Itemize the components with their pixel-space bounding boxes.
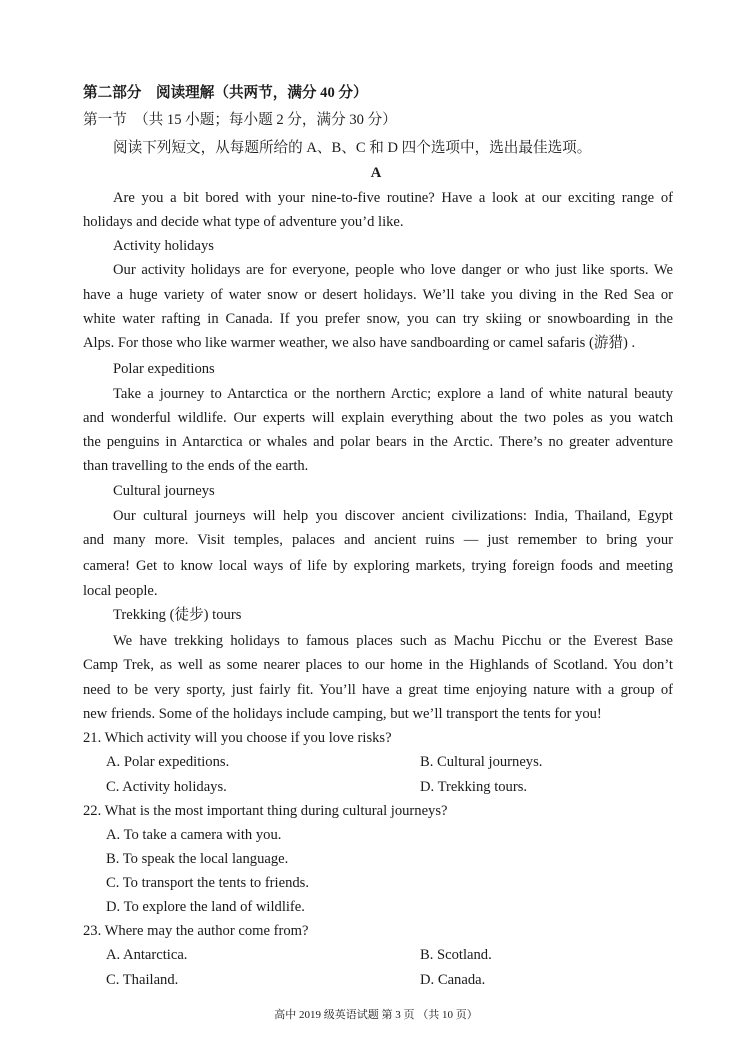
section-title: 第一节 （共 15 小题；每小题 2 分，满分 30 分） xyxy=(83,112,397,128)
paragraph-line: Take a journey to Antarctica or the northern Arctic; explore a land of white natural beauty xyxy=(113,386,673,402)
paragraph-line: have a huge variety of water snow or desert holidays. We’ll take you diving in the Red Sea or xyxy=(83,287,673,303)
question-22-option-a[interactable]: A. To take a camera with you. xyxy=(106,827,282,843)
question-23-option-c[interactable]: C. Thailand. xyxy=(106,972,179,988)
paragraph-line: Our cultural journeys will help you discover ancient civilizations: India, Thailand, Egypt xyxy=(113,508,673,524)
part-title: 第二部分 阅读理解（共两节，满分 40 分） xyxy=(83,85,368,101)
paragraph-line: We have trekking holidays to famous places such as Machu Picchu or the Everest Base xyxy=(113,633,673,649)
paragraph-line: need to be very sporty, just fairly fit. You’ll have a great time enjoying nature with a group of xyxy=(83,682,673,698)
polar-expeditions-heading: Polar expeditions xyxy=(113,361,215,377)
paragraph-line: Camp Trek, as well as some nearer places to our home in the Highlands of Scotland. You don’t xyxy=(83,657,673,673)
question-21-stem: 21. Which activity will you choose if you love risks? xyxy=(83,730,392,746)
cultural-journeys-heading: Cultural journeys xyxy=(113,483,215,499)
question-21-option-c[interactable]: C. Activity holidays. xyxy=(106,779,227,795)
paragraph-line: white water rafting in Canada. If you prefer snow, you can try skiing or snowboarding in the xyxy=(83,311,673,327)
question-23-stem: 23. Where may the author come from? xyxy=(83,923,309,939)
paragraph-line: camera! Get to know local ways of life by exploring markets, trying foreign foods and meeting xyxy=(83,558,673,574)
instruction: 阅读下列短文，从每题所给的 A、B、C 和 D 四个选项中，选出最佳选项。 xyxy=(113,140,592,156)
paragraph-line: local people. xyxy=(83,583,158,599)
question-22-option-b[interactable]: B. To speak the local language. xyxy=(106,851,289,867)
paragraph-line: than travelling to the ends of the earth. xyxy=(83,458,309,474)
question-23-option-d[interactable]: D. Canada. xyxy=(420,972,486,988)
paragraph-line: and many more. Visit temples, palaces and ancient ruins — just remember to bring your xyxy=(83,532,673,548)
question-21-option-b[interactable]: B. Cultural journeys. xyxy=(420,754,543,770)
intro-line-1: Are you a bit bored with your nine-to-five routine? Have a look at our exciting range of xyxy=(113,190,673,206)
question-21-option-d[interactable]: D. Trekking tours. xyxy=(420,779,528,795)
paragraph-line: the penguins in Antarctica or whales and polar bears in the Arctic. There’s no greater adventure xyxy=(83,434,673,450)
page-footer: 高中 2019 级英语试题 第 3 页 （共 10 页） xyxy=(274,1009,478,1021)
trekking-tours-heading: Trekking (徒步) tours xyxy=(113,607,242,623)
paragraph-line: new friends. Some of the holidays include camping, but we’ll transport the tents for you! xyxy=(83,706,602,722)
question-23-option-b[interactable]: B. Scotland. xyxy=(420,947,492,963)
question-23-option-a[interactable]: A. Antarctica. xyxy=(106,947,188,963)
question-22-option-c[interactable]: C. To transport the tents to friends. xyxy=(106,875,309,891)
activity-holidays-heading: Activity holidays xyxy=(113,238,214,254)
intro-line-2: holidays and decide what type of adventure you’d like. xyxy=(83,214,404,230)
paragraph-line: Our activity holidays are for everyone, people who love danger or who just like sports. We xyxy=(113,262,673,278)
question-22-option-d[interactable]: D. To explore the land of wildlife. xyxy=(106,899,305,915)
paragraph-line: Alps. For those who like warmer weather, we also have sandboarding or camel safaris (游猎) . xyxy=(83,335,636,351)
question-21-option-a[interactable]: A. Polar expeditions. xyxy=(106,754,230,770)
question-22-stem: 22. What is the most important thing during cultural journeys? xyxy=(83,803,448,819)
passage-label: A xyxy=(370,165,382,181)
paragraph-line: and wonderful wildlife. Our experts will explain everything about the two poles as you watch xyxy=(83,410,673,426)
